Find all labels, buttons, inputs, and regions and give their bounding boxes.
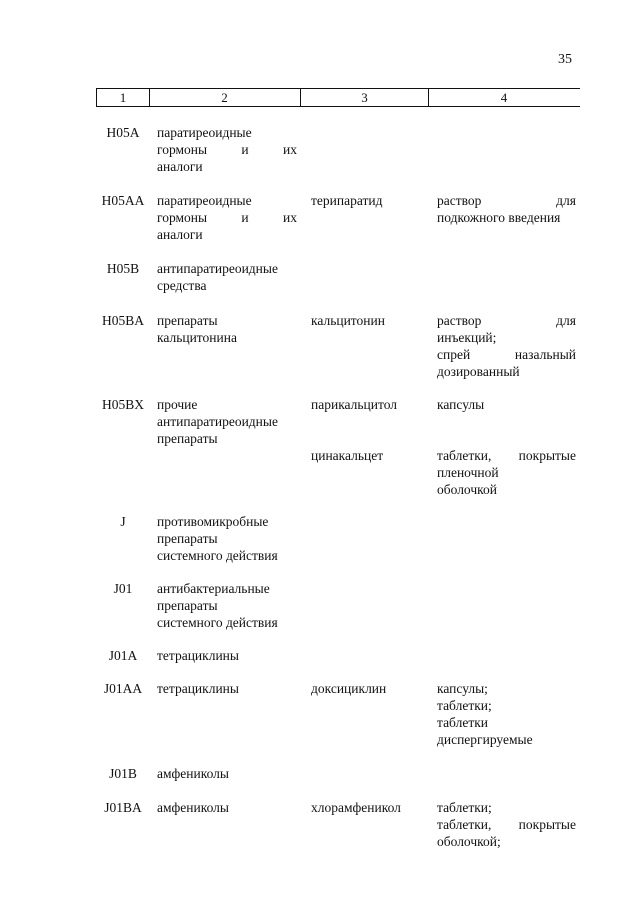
anatomical-group-name <box>157 580 297 631</box>
text-line: раствор для <box>437 193 576 208</box>
atc-code: H05BX <box>101 397 144 412</box>
drug-name: парикальцитол <box>311 397 398 412</box>
dosage-form <box>437 192 576 226</box>
atc-code: H05AA <box>101 193 145 208</box>
text-line: тетрациклины <box>157 681 239 696</box>
anatomical-group-name <box>157 260 297 294</box>
anatomical-group-name <box>157 799 297 816</box>
text-line: средства <box>157 278 207 293</box>
text-line: тетрациклины <box>157 648 239 663</box>
text-line: дозированный <box>437 364 520 379</box>
column-header-3: 3 <box>301 89 429 106</box>
text-line: паратиреоидные <box>157 125 252 140</box>
dosage-form <box>437 799 576 850</box>
text-line: препараты <box>157 598 218 613</box>
text-line: амфениколы <box>157 766 229 781</box>
anatomical-group-name <box>157 513 297 564</box>
atc-code: H05A <box>106 125 140 140</box>
text-line: таблетки, покрытые <box>437 448 576 463</box>
text-line: подкожного введения <box>437 210 561 225</box>
text-line: препараты <box>157 313 218 328</box>
text-line: антибактериальные <box>157 581 270 596</box>
text-line: раствор для <box>437 313 576 328</box>
text-line: аналоги <box>157 227 203 242</box>
column-header-4: 4 <box>500 90 508 105</box>
column-header-2: 2 <box>149 89 301 106</box>
text-line: спрей назальный <box>437 347 576 362</box>
text-line: оболочкой <box>437 482 497 497</box>
text-line: антипаратиреоидные <box>157 414 278 429</box>
atc-code: J01B <box>109 766 137 781</box>
atc-code: J01AA <box>103 681 143 696</box>
anatomical-group-name <box>157 647 297 664</box>
dosage-form <box>437 447 576 498</box>
anatomical-group-name <box>157 680 297 697</box>
anatomical-group-name <box>157 192 297 243</box>
drug-name: доксициклин <box>311 681 387 696</box>
drug-name: хлорамфеникол <box>311 800 401 815</box>
anatomical-group-name <box>157 124 297 175</box>
text-line: таблетки <box>437 715 489 730</box>
anatomical-group-name <box>157 396 297 447</box>
text-line: таблетки, покрытые <box>437 817 576 832</box>
atc-code: J01 <box>113 581 133 596</box>
text-line: капсулы <box>437 397 485 412</box>
atc-code: J01BA <box>104 800 142 815</box>
column-header-1: 1 <box>96 89 150 106</box>
atc-code: J01A <box>108 648 138 663</box>
text-line: таблетки; <box>437 800 492 815</box>
text-line: системного действия <box>157 548 278 563</box>
anatomical-group-name <box>157 765 297 782</box>
text-line: амфениколы <box>157 800 229 815</box>
atc-code: H05BA <box>101 313 144 328</box>
text-line: аналоги <box>157 159 203 174</box>
text-line: гормоны и их <box>157 210 297 225</box>
drug-name: терипаратид <box>311 193 383 208</box>
drug-name: цинакальцет <box>311 448 384 463</box>
table-header <box>96 88 580 107</box>
text-line: диспергируемые <box>437 732 533 747</box>
text-line: системного действия <box>157 615 278 630</box>
text-line: антипаратиреоидные <box>157 261 278 276</box>
atc-code: H05B <box>106 261 140 276</box>
text-line: прочие <box>157 397 198 412</box>
text-line: пленочной <box>437 465 499 480</box>
text-line: кальцитонина <box>157 330 237 345</box>
text-line: гормоны и их <box>157 142 297 157</box>
text-line: капсулы; <box>437 681 488 696</box>
text-line: противомикробные <box>157 514 269 529</box>
text-line: инъекций; <box>437 330 497 345</box>
text-line: препараты <box>157 431 218 446</box>
dosage-form <box>437 396 576 413</box>
dosage-form <box>437 680 576 748</box>
dosage-form <box>437 312 576 380</box>
text-line: таблетки; <box>437 698 492 713</box>
anatomical-group-name <box>157 312 297 346</box>
text-line: препараты <box>157 531 218 546</box>
atc-code: J <box>120 514 126 529</box>
page-number: 35 <box>558 52 572 67</box>
text-line: оболочкой; <box>437 834 501 849</box>
text-line: паратиреоидные <box>157 193 252 208</box>
drug-name: кальцитонин <box>311 313 385 328</box>
